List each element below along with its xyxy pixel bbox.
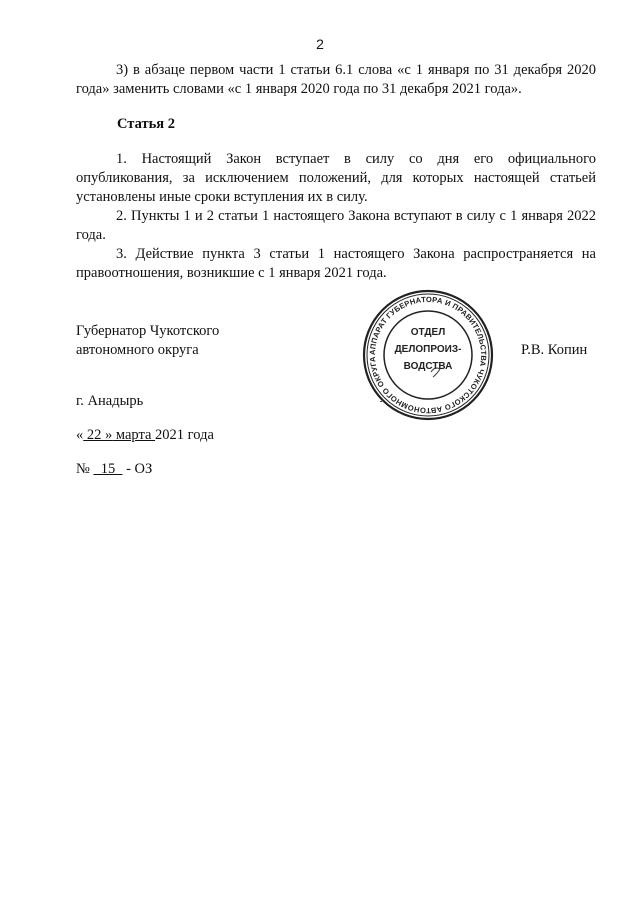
stamp-line-3: ВОДСТВА xyxy=(403,361,453,372)
number-sign: № xyxy=(76,461,90,477)
article-heading: Статья 2 xyxy=(117,116,175,132)
law-date xyxy=(76,426,214,445)
date-open-quote: « xyxy=(76,427,84,443)
number-value: 15 xyxy=(93,461,123,477)
stamp-line-2: ДЕЛОПРОИЗ- xyxy=(394,344,462,355)
number-suffix: - ОЗ xyxy=(122,461,153,477)
signatory-name: Р.В. Копин xyxy=(521,342,588,358)
stamp-outer-text: АППАРАТ ГУБЕРНАТОРА И ПРАВИТЕЛЬСТВА ЧУКОТСКОГО АВТОНОМНОГО ОКРУГА xyxy=(367,294,489,416)
date-day: 22 » xyxy=(83,427,113,443)
signatory-position-line2: автономного округа xyxy=(76,342,199,358)
article-paragraph-1: 1. Настоящий Закон вступает в силу со дня его официального опубликования, за исключением положений, для которых настоящей статьей установлены иные сроки вступления их в силу. xyxy=(76,151,596,205)
stamp-outer-ring xyxy=(364,291,492,419)
signatory-position-line1: Губернатор Чукотского xyxy=(76,323,220,339)
scan-speck xyxy=(380,401,382,402)
stamp-outer-ring-inner xyxy=(367,294,489,416)
stamp-line-1: ОТДЕЛ xyxy=(410,327,446,338)
amendment-item-3: 3) в абзаце первом части 1 статьи 6.1 слова «с 1 января по 31 декабря 2020 года» заменить словами «с 1 января 2020 года по 31 декабря 2021 года». xyxy=(76,62,596,97)
date-month: марта xyxy=(112,427,156,443)
article-paragraph-2: 2. Пункты 1 и 2 статьи 1 настоящего Закона вступают в силу с 1 января 2022 года. xyxy=(76,208,596,243)
date-year: 2021 года xyxy=(155,427,214,443)
page-number: 2 xyxy=(316,36,324,52)
article-paragraph-3: 3. Действие пункта 3 статьи 1 настоящего Закона распространяется на правоотношения, возникшие с 1 января 2021 года. xyxy=(76,246,596,281)
place-of-signing: г. Анадырь xyxy=(76,393,144,409)
law-number xyxy=(76,460,152,479)
stamp-inner-ring xyxy=(384,311,472,399)
